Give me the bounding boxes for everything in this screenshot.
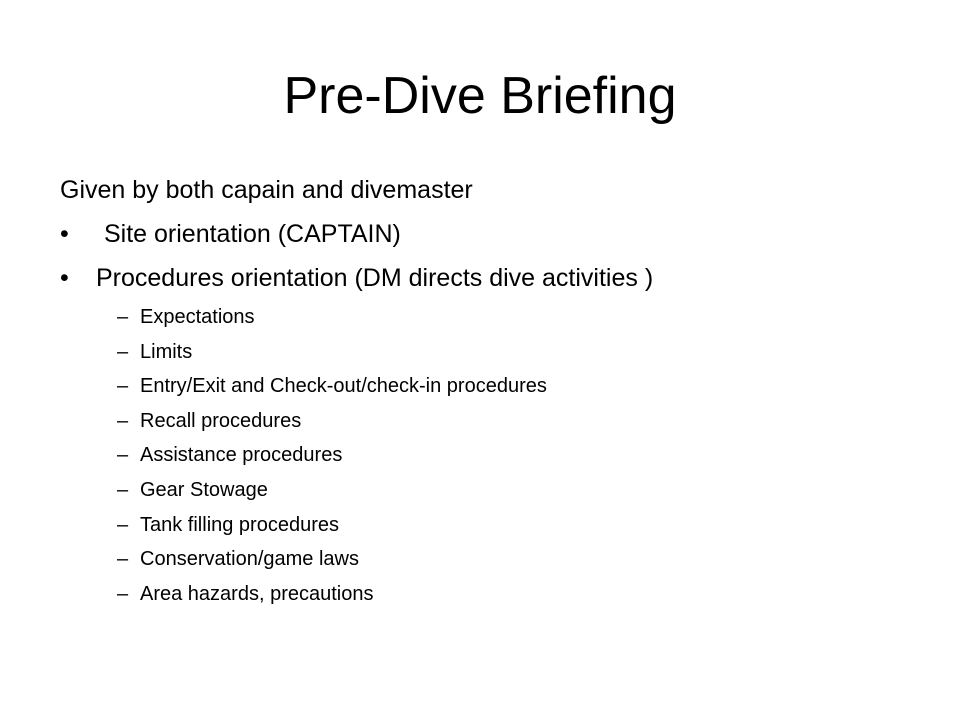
sub-bullet-text: Recall procedures (140, 409, 302, 432)
sub-bullet-item (60, 577, 920, 612)
sub-bullet-item (60, 473, 920, 508)
bullet-item (60, 256, 920, 300)
sub-bullet-list (60, 300, 920, 611)
sub-bullet-text: Limits (140, 340, 193, 363)
dash-icon: – (117, 340, 129, 363)
bullet-icon: • (60, 264, 69, 292)
sub-bullet-text: Assistance procedures (140, 444, 343, 467)
bullet-text: Procedures orientation (DM directs dive activities ) (96, 264, 654, 292)
sub-bullet-item (60, 542, 920, 577)
dash-icon: – (117, 582, 129, 605)
dash-icon: – (117, 548, 129, 571)
intro-line: Given by both capain and divemaster (60, 176, 473, 204)
sub-bullet-item (60, 404, 920, 439)
sub-bullet-item (60, 300, 920, 335)
dash-icon: – (117, 306, 129, 328)
sub-bullet-text: Gear Stowage (140, 478, 268, 501)
dash-icon: – (117, 513, 129, 536)
sub-bullet-text: Conservation/game laws (140, 548, 359, 571)
sub-bullet-item (60, 508, 920, 543)
dash-icon: – (117, 375, 129, 398)
bullet-item (60, 212, 920, 256)
slide-body (60, 168, 920, 611)
sub-bullet-text: Tank filling procedures (140, 513, 339, 536)
sub-bullet-item (60, 369, 920, 404)
bullet-text: Site orientation (CAPTAIN) (104, 220, 401, 248)
sub-bullet-item (60, 438, 920, 473)
bullet-icon: • (60, 220, 69, 248)
sub-bullet-text: Expectations (140, 306, 255, 328)
dash-icon: – (117, 444, 129, 467)
sub-bullet-item (60, 335, 920, 370)
sub-bullet-text: Entry/Exit and Check-out/check-in procedures (140, 375, 547, 398)
slide-title: Pre-Dive Briefing (283, 67, 677, 125)
sub-bullet-text: Area hazards, precautions (140, 582, 374, 605)
dash-icon: – (117, 409, 129, 432)
dash-icon: – (117, 478, 129, 501)
